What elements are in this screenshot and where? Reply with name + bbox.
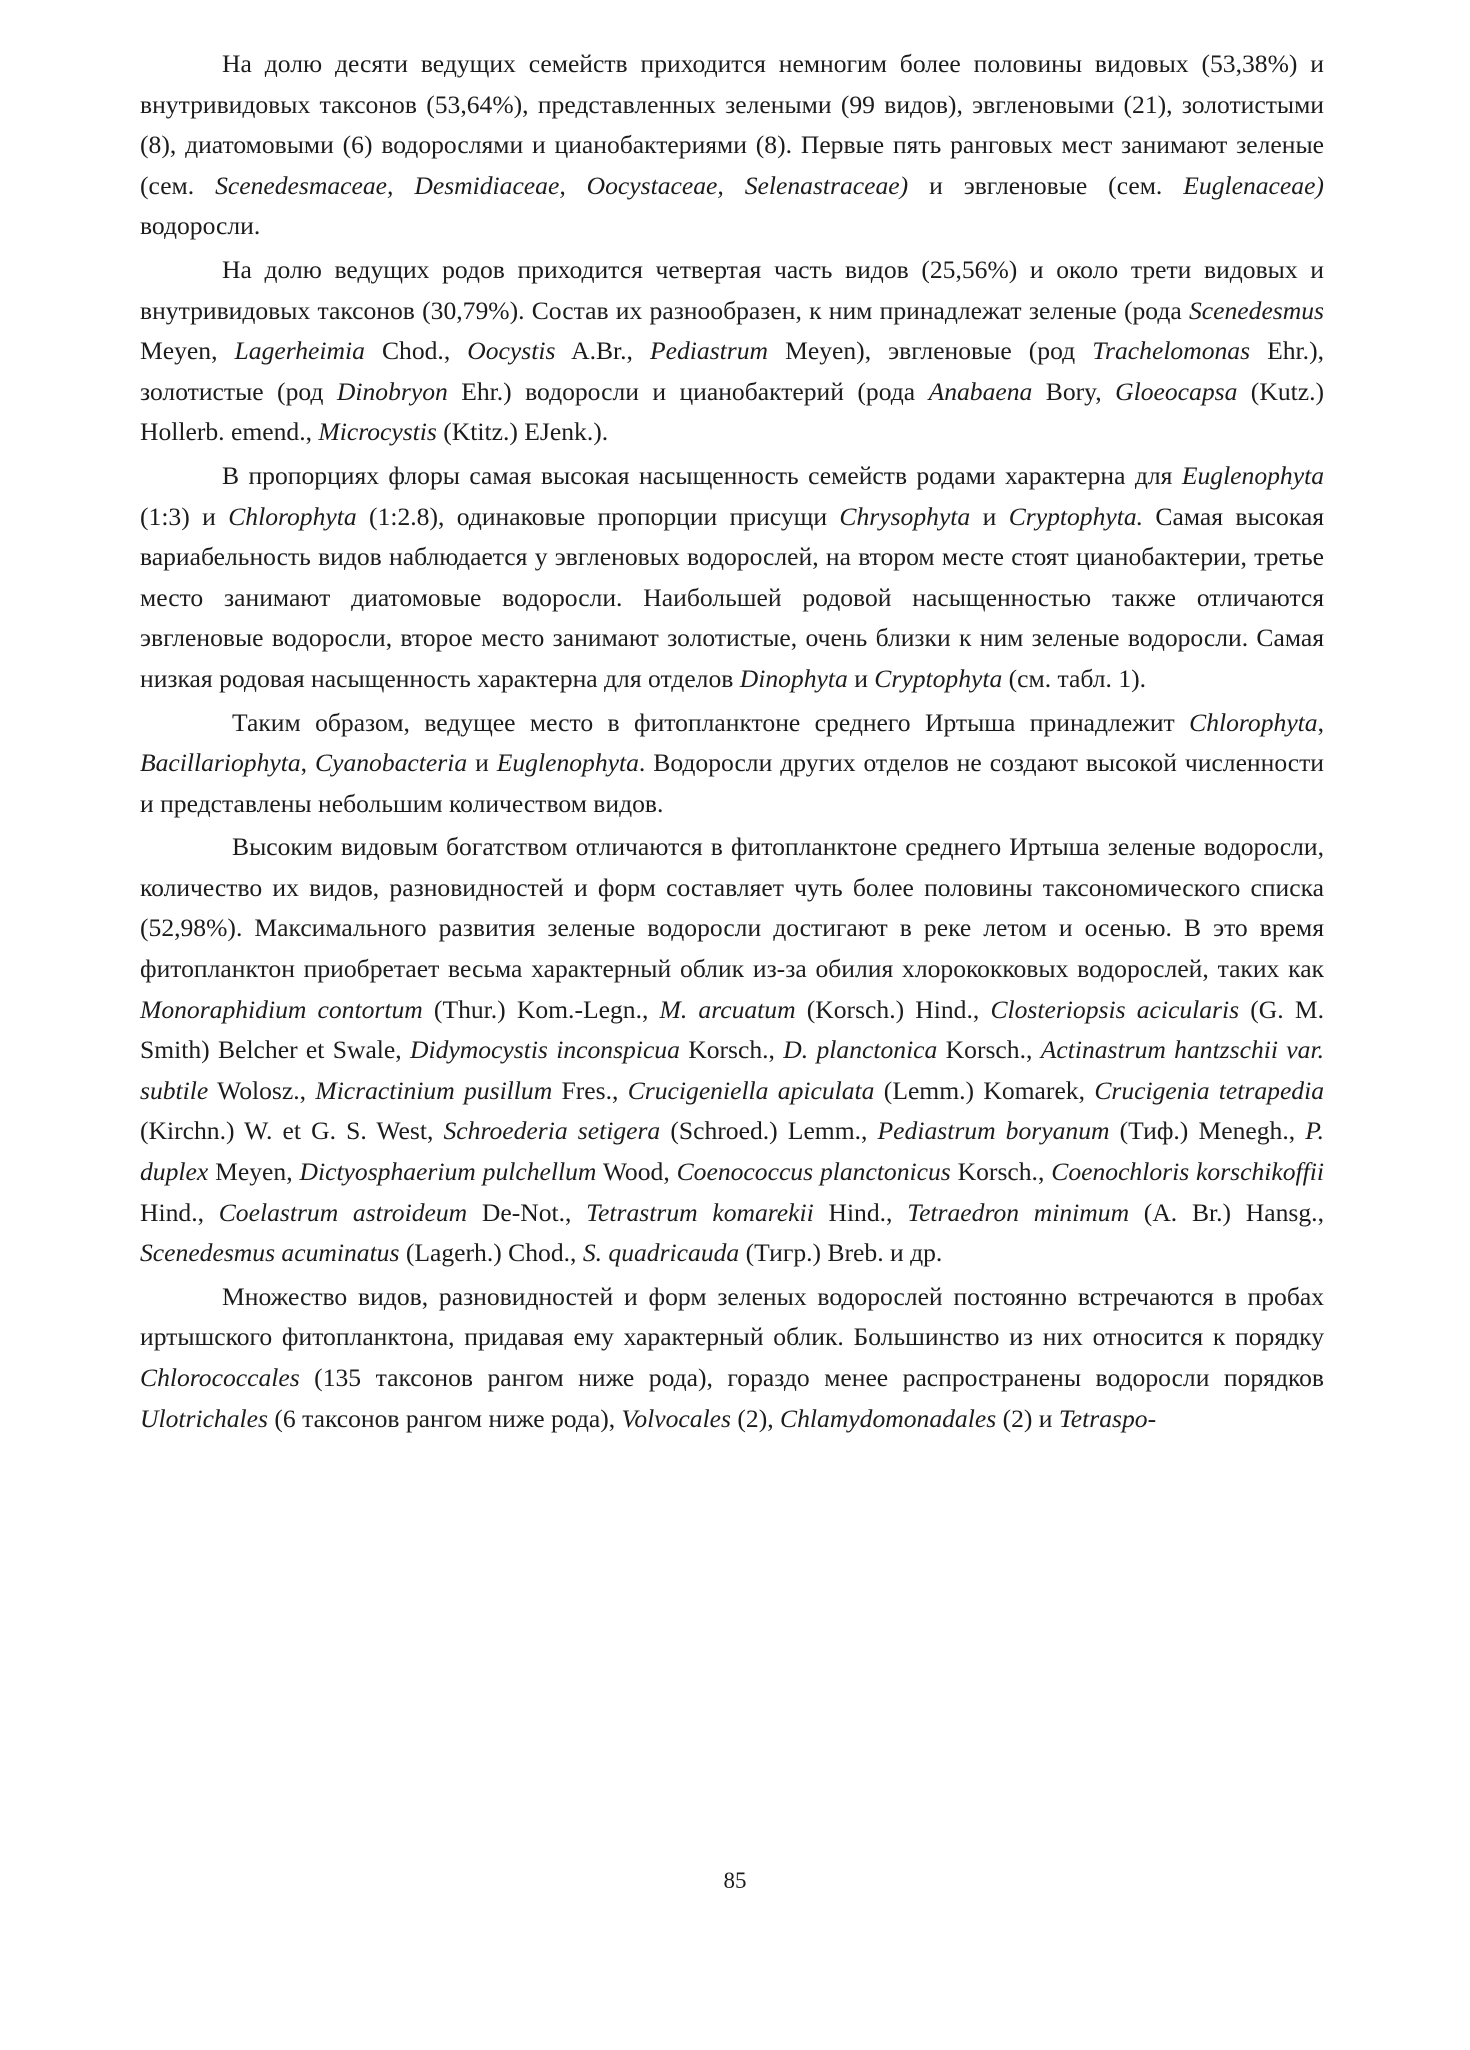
italic-term: Cryptophyta. — [1008, 501, 1144, 531]
paragraph-genera — [140, 250, 1324, 453]
italic-term: Coenococcus planctonicus — [676, 1157, 951, 1187]
text-run: На долю десяти ведущих семейств приходится немногим более половины видовых (53,38%) и внутривидовых таксонов (53,64%), представленных зелеными (99 видов), эвгленовыми (21), золотистыми (8), диатомовыми (6) водорослями и цианобактериями (8). Первые пять ранговых мест занимают зеленые (сем. — [140, 49, 1324, 200]
text-run: Wood, — [596, 1157, 677, 1187]
italic-term: Chlorococcales — [140, 1363, 300, 1392]
text-run: Fres., — [552, 1075, 628, 1105]
italic-term: Euglenophyta — [1181, 460, 1324, 490]
text-run: De-Not., — [467, 1197, 587, 1227]
italic-term: S. quadricauda — [582, 1238, 740, 1268]
italic-term: Volvocales — [621, 1403, 731, 1433]
text-run: (Тиф.) Menegh., — [1109, 1116, 1306, 1146]
italic-term: Trachelomonas — [1092, 336, 1251, 366]
text-run: , — [1317, 707, 1324, 737]
italic-term: Actinastrum hantzschii var. subtile — [140, 1035, 1324, 1105]
text-run: (6 таксонов рангом ниже рода), — [267, 1403, 622, 1433]
paragraph-proportions — [140, 456, 1324, 700]
text-run: Самая высокая вариабельность видов наблюдается у эвгленовых водорослей, на втором месте стоят цианобактерии, третье место занимают диатомовые водоросли. Наибольшей родовой насыщенностью также отличаются эвгленовые водоросли, второе место занимают золотистые, очень близки к ним зеленые водоросли. Самая низкая родовая насыщенность характерна для отделов — [140, 501, 1325, 693]
italic-term: Chlorophyta — [1189, 707, 1318, 737]
text-run: Множество видов, разновидностей и форм зеленых водорослей постоянно встречаются в пробах иртышского фитопланктона, придавая ему характерный облик. Большинство из них относится к порядку — [140, 1281, 1324, 1352]
italic-term: Closteriopsis acicularis — [990, 994, 1240, 1024]
italic-term: Lagerheimia — [234, 336, 365, 366]
text-run: Таким образом, ведущее место в фитопланктоне среднего Иртыша принадлежит — [232, 707, 1190, 737]
italic-term: Ulotrichales — [140, 1403, 268, 1433]
italic-term: Micractinium pusillum — [315, 1075, 553, 1105]
italic-term: Chlamydomonadales — [780, 1403, 997, 1433]
text-run: На долю ведущих родов приходится четвертая часть видов (25,56%) и около трети видовых и внутривидовых таксонов (30,79%). Состав их разнообразен, к ним принадлежат зеленые (рода — [140, 254, 1324, 325]
italic-term: Pediastrum — [650, 336, 769, 366]
italic-term: Euglenaceae) — [1183, 170, 1324, 200]
text-run: Высоким видовым богатством отличаются в фитопланктоне среднего Иртыша зеленые водоросли, количество их видов, разновидностей и форм составляет чуть более половины таксономического списка (52,98%). Максимального развития зеленые водоросли достигают в реке летом и осенью. В это время фитопланктон приобретает весьма характерный облик из-за обилия хлорококковых водорослей, таких как — [140, 832, 1324, 984]
text-run: Hind., — [140, 1197, 219, 1227]
italic-term: Scenedesmus — [1188, 295, 1324, 325]
italic-term: Monoraphidium contortum — [140, 994, 423, 1024]
paragraph-orders — [140, 1277, 1324, 1439]
text-run: Meyen, — [140, 336, 235, 366]
text-run: и — [970, 501, 1009, 531]
italic-term: P. duplex — [140, 1116, 1324, 1187]
text-run: (135 таксонов рангом ниже рода), гораздо менее распространены водоросли порядков — [299, 1363, 1324, 1392]
italic-term: Crucigeniella apiculata — [627, 1075, 875, 1105]
text-run: (Kutz.) Hollerb. emend., — [140, 376, 1325, 447]
text-run: (1:2.8), одинаковые пропорции присущи — [356, 501, 840, 531]
italic-term: Euglenophyta — [496, 748, 639, 778]
italic-term: D. planctonica — [783, 1035, 938, 1065]
italic-term: Tetraedron minimum — [907, 1197, 1130, 1227]
text-run: Korsch., — [679, 1035, 784, 1065]
text-run: (2), — [731, 1403, 781, 1433]
text-run: Korsch., — [937, 1035, 1041, 1065]
italic-term: Chlorophyta — [228, 501, 357, 531]
italic-term: Oocystis — [467, 336, 556, 366]
text-run: (Lemm.) Komarek, — [874, 1075, 1095, 1105]
paragraph-leading — [140, 703, 1324, 825]
text-run: (Тигр.) Breb. и др. — [739, 1238, 943, 1268]
text-run: (см. табл. 1). — [1002, 663, 1147, 693]
italic-term: Scenedesmaceae, Desmidiaceae, Oocystaceae, Selenastraceae) — [215, 170, 909, 200]
text-run: (Ktitz.) EJenk.). — [436, 417, 609, 447]
italic-term: Pediastrum boryanum — [877, 1116, 1110, 1146]
text-run: и — [847, 663, 875, 693]
text-run: водоросли. — [140, 211, 261, 241]
text-run: (Schroed.) Lemm., — [660, 1116, 878, 1146]
text-run: Wolosz., — [208, 1075, 316, 1105]
paragraph-green-richness — [140, 827, 1324, 1274]
text-run: Meyen, — [208, 1157, 300, 1187]
text-run: и эвгленовые (сем. — [908, 170, 1184, 200]
italic-term: Anabaena — [928, 376, 1033, 406]
text-run: Korsch., — [950, 1157, 1052, 1187]
italic-term: Bacillariophyta — [140, 748, 301, 778]
italic-term: Microcystis — [318, 417, 437, 447]
text-run: (A. Br.) Hansg., — [1129, 1197, 1324, 1227]
text-run: Chod., — [364, 336, 468, 366]
italic-term: Gloeocapsa — [1115, 376, 1238, 406]
text-run: Bory, — [1032, 376, 1116, 406]
italic-term: Schroederia setigera — [443, 1116, 661, 1146]
italic-term: Dinophyta — [739, 663, 848, 693]
italic-term: Coenochloris korschikoffii — [1051, 1157, 1324, 1187]
italic-term: Cyanobacteria — [315, 748, 468, 778]
document-page — [140, 44, 1324, 1442]
italic-term: Dinobryon — [336, 376, 448, 406]
text-run: , — [300, 748, 316, 778]
text-run: и — [467, 748, 497, 778]
text-run: (2) и — [996, 1403, 1059, 1433]
italic-term: Dictyosphaerium pulchellum — [299, 1157, 597, 1187]
text-run: (1:3) и — [140, 501, 229, 531]
text-run: (Korsch.) Hind., — [795, 994, 991, 1024]
italic-term: Cryptophyta — [874, 663, 1003, 693]
italic-term: Chrysophyta — [839, 501, 971, 531]
text-run: Hind., — [813, 1197, 908, 1227]
text-run: (Kirchn.) W. et G. S. West, — [140, 1116, 444, 1146]
italic-term: M. arcuatum — [659, 994, 796, 1024]
italic-term: Tetraspo- — [1058, 1403, 1157, 1433]
text-run: (Lagerh.) Chod., — [399, 1238, 583, 1268]
paragraph-families — [140, 44, 1324, 247]
italic-term: Scenedesmus acuminatus — [140, 1238, 400, 1268]
italic-term: Didymocystis inconspicua — [410, 1035, 680, 1065]
text-run: Ehr.), золотистые (род — [140, 336, 1324, 406]
text-run: A.Br., — [555, 336, 651, 366]
italic-term: Crucigenia tetrapedia — [1094, 1075, 1325, 1105]
italic-term: Tetrastrum komarekii — [586, 1197, 814, 1227]
text-run: . Водоросли других отделов не создают высокой численности и представлены небольшим количеством видов. — [140, 748, 1324, 818]
text-run: (Thur.) Kom.-Legn., — [422, 994, 660, 1024]
italic-term: Coelastrum astroideum — [218, 1197, 468, 1227]
text-run: Meyen), эвгленовые (род — [768, 336, 1093, 366]
text-run: Ehr.) водоросли и цианобактерий (рода — [447, 376, 929, 406]
text-run: В пропорциях флоры самая высокая насыщенность семейств родами характерна для — [222, 460, 1182, 490]
text-run: (G. M. Smith) Belcher et Swale, — [140, 994, 1324, 1065]
page-number: 85 — [723, 1868, 747, 1893]
